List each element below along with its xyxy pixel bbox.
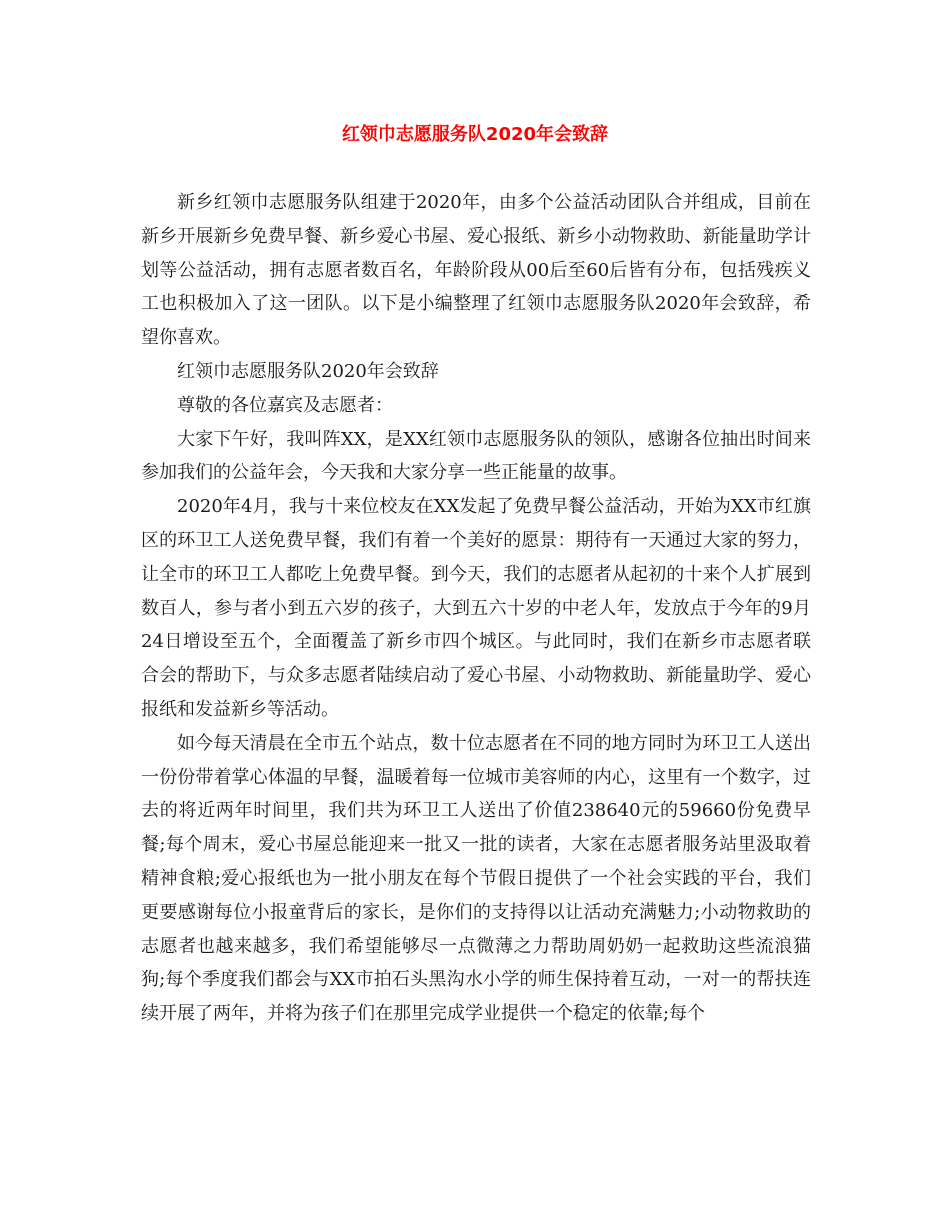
paragraph-greeting: 大家下午好，我叫阵XX，是XX红领巾志愿服务队的领队，感谢各位抽出时间来参加我们的公益年会，今天我和大家分享一些正能量的故事。 [141,428,811,484]
document-body [141,186,811,1031]
paragraph-history: 2020年4月，我与十来位校友在XX发起了免费早餐公益活动，开始为XX市红旗区的环卫工人送免费早餐，我们有着一个美好的愿景：期待有一天通过大家的努力，让全市的环卫工人都吃上免费早餐。到今天，我们的志愿者从起初的十来个人扩展到数百人，参与者小到五六岁的孩子，大到五六十岁的中老人年，发放点于今年的9月24日增设至五个，全面覆盖了新乡市四个城区。与此同时，我们在新乡市志愿者联合会的帮助下，与众多志愿者陆续启动了爱心书屋、小动物救助、新能量助学、爱心报纸和发益新乡等活动。 [141,496,811,720]
paragraph-achievements: 如今每天清晨在全市五个站点，数十位志愿者在不同的地方同时为环卫工人送出一份份带着掌心体温的早餐，温暖着每一位城市美容师的内心，这里有一个数字，过去的将近两年时间里，我们共为环卫工人送出了价值238640元的59660份免费早餐;每个周末，爱心书屋总能迎来一批又一批的读者，大家在志愿者服务站里汲取着精神食粮;爱心报纸也为一批小朋友在每个节假日提供了一个社会实践的平台，我们更要感谢每位小报童背后的家长，是你们的支持得以让活动充满魅力;小动物救助的志愿者也越来越多，我们希望能够尽一点微薄之力帮助周奶奶一起救助这些流浪猫狗;每个季度我们都会与XX市拍石头黑沟水小学的师生保持着互动，一对一的帮扶连续开展了两年，并将为孩子们在那里完成学业提供一个稳定的依靠;每个 [141,732,811,1025]
document-title: 红领巾志愿服务队2020年会致辞 [341,124,609,145]
paragraph-salutation: 尊敬的各位嘉宾及志愿者： [177,394,393,416]
paragraph-intro: 新乡红领巾志愿服务队组建于2020年，由多个公益活动团队合并组成，目前在新乡开展新乡免费早餐、新乡爱心书屋、爱心报纸、新乡小动物救助、新能量助学计划等公益活动，拥有志愿者数百名，年龄阶段从00后至60后皆有分布，包括残疾义工也积极加入了这一团队。以下是小编整理了红领巾志愿服务队2020年会致辞，希望你喜欢。 [141,192,811,349]
paragraph-speech-title: 红领巾志愿服务队2020年会致辞 [177,360,439,382]
